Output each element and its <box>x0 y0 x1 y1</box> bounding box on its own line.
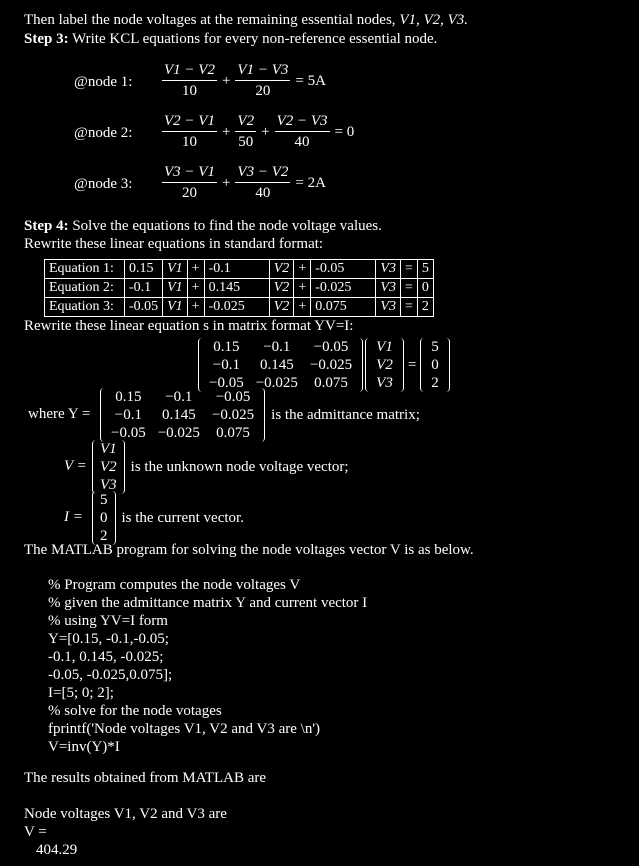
code-line: I=[5; 0; 2]; <box>48 685 114 701</box>
matrix-entry: −0.05 <box>313 339 349 355</box>
table-cell: -0.05 <box>311 260 376 279</box>
matlab-code <box>48 576 367 756</box>
node3-label: @node 3: <box>74 176 133 192</box>
table-cell: -0.1 <box>124 279 162 298</box>
matrix-entry: 2 <box>431 375 439 391</box>
table-row <box>45 279 434 298</box>
code-line: % solve for the node votages <box>48 703 222 719</box>
table-cell: + <box>187 279 204 298</box>
matrix-entry: V1 <box>376 339 393 355</box>
output-line-3: 404.29 <box>36 842 78 858</box>
table-cell: = <box>400 279 417 298</box>
matrix-entry: 0.075 <box>216 425 250 441</box>
v-definition: V1 V2 V3 is the unknown node voltage vector; <box>92 440 349 494</box>
matrix-entry: −0.05 <box>111 425 146 441</box>
table-cell: + <box>294 279 311 298</box>
matrix-entry: −0.025 <box>157 425 200 441</box>
table-cell: V3 <box>376 260 401 279</box>
table-cell: 2 <box>417 298 433 317</box>
matrix-entry: V2 <box>376 357 393 373</box>
table-cell: = <box>400 298 417 317</box>
matrix-entry: V3 <box>100 477 117 493</box>
vector-i-def <box>92 491 116 545</box>
table-cell: V1 <box>163 298 188 317</box>
matrix-entry: 0.145 <box>161 407 196 423</box>
output-line-1: Node voltages V1, V2 and V3 are <box>24 806 227 822</box>
code-line: % Program computes the node voltages V <box>48 577 301 593</box>
step3-line: Step 3: Write KCL equations for every non-reference essential node. <box>24 31 438 47</box>
table-cell: + <box>294 260 311 279</box>
matrix-equation: 0.15 −0.1 −0.05 −0.1 0.145 −0.025 −0.05 −0.025 0.075 V1 V2 V3 = 5 0 2 <box>198 338 450 392</box>
table-cell: 5 <box>417 260 433 279</box>
table-row <box>45 298 434 317</box>
table-cell: Equation 2: <box>45 279 125 298</box>
matrix-entry: −0.025 <box>211 407 255 423</box>
i-definition: 5 0 2 is the current vector. <box>92 491 244 545</box>
matrix-entry: V3 <box>376 375 393 391</box>
table-cell: V2 <box>269 279 294 298</box>
table-cell: V1 <box>163 279 188 298</box>
table-cell: -0.1 <box>204 260 269 279</box>
table-cell: = <box>400 260 417 279</box>
table-cell: + <box>187 298 204 317</box>
matrix-entry: −0.1 <box>263 339 291 355</box>
code-line: % using YV=I form <box>48 613 168 629</box>
table-cell: + <box>187 260 204 279</box>
table-cell: Equation 1: <box>45 260 125 279</box>
rewrite-matrix: Rewrite these linear equation s in matrix format YV=I: <box>24 318 354 334</box>
matrix-entry: 0 <box>100 510 108 526</box>
table-cell: 0.075 <box>311 298 376 317</box>
i-label: I = <box>64 509 83 525</box>
code-line: % given the admittance matrix Y and current vector I <box>48 595 368 611</box>
rewrite-standard: Rewrite these linear equations in standard format: <box>24 236 324 252</box>
table-cell: V1 <box>163 260 188 279</box>
results-text: The results obtained from MATLAB are <box>24 770 267 786</box>
vector-i <box>420 338 450 392</box>
matrix-entry: −0.025 <box>309 357 353 373</box>
table-cell: V2 <box>269 298 294 317</box>
matrix-entry: −0.05 <box>215 389 251 405</box>
node3-equation: $\frac{V3 - V1}{20}$ + $\frac{V3 - V2}{40}$ = 2A <box>164 164 326 201</box>
vector-v-def <box>92 440 125 494</box>
matrix-entry: −0.1 <box>212 357 240 373</box>
matrix-entry: V1 <box>100 441 117 457</box>
table-cell: 0.145 <box>204 279 269 298</box>
where-y-label: where Y = <box>28 406 91 422</box>
code-line: fprintf('Node voltages V1, V2 and V3 are \n') <box>48 721 321 737</box>
table-row <box>45 260 434 279</box>
equation-table <box>44 259 434 317</box>
intro-line: Then label the node voltages at the remaining essential nodes, V1, V2, V3. <box>24 12 469 28</box>
matrix-entry: 0.15 <box>115 389 142 405</box>
matrix-entry: 0.145 <box>259 357 294 373</box>
matrix-entry: −0.025 <box>255 375 298 391</box>
matrix-entry: 5 <box>100 492 108 508</box>
table-cell: -0.025 <box>204 298 269 317</box>
node2-label: @node 2: <box>74 125 133 141</box>
matrix-entry: 5 <box>431 339 439 355</box>
table-cell: 0 <box>417 279 433 298</box>
matrix-entry: −0.1 <box>165 389 193 405</box>
table-cell: V2 <box>269 260 294 279</box>
node1-label: @node 1: <box>74 74 133 90</box>
code-line: Y=[0.15, -0.1,-0.05; <box>48 631 169 647</box>
output-line-2: V = <box>24 824 47 840</box>
table-cell: -0.05 <box>124 298 162 317</box>
code-line: -0.05, -0.025,0.075]; <box>48 667 173 683</box>
table-cell: + <box>294 298 311 317</box>
code-line: -0.1, 0.145, -0.025; <box>48 649 164 665</box>
matrix-y-def <box>100 388 265 442</box>
matlab-intro: The MATLAB program for solving the node voltages vector V is as below. <box>24 542 474 558</box>
matrix-entry: −0.05 <box>209 375 244 391</box>
node2-equation: $\frac{V2 - V1}{10}$ + $\frac{V2}{50}$ + $\frac{V2 - V3}{40}$ = 0 <box>164 113 355 150</box>
table-cell: -0.025 <box>311 279 376 298</box>
table-cell: 0.15 <box>124 260 162 279</box>
matrix-entry: 2 <box>100 528 108 544</box>
matrix-entry: V2 <box>100 459 117 475</box>
step4-line: Step 4: Solve the equations to find the node voltage values. <box>24 218 382 234</box>
table-cell: V3 <box>376 279 401 298</box>
table-cell: Equation 3: <box>45 298 125 317</box>
vector-v <box>365 338 404 392</box>
matrix-entry: 0.15 <box>213 339 240 355</box>
matrix-y <box>198 338 363 392</box>
y-definition: 0.15 −0.1 −0.05 −0.1 0.145 −0.025 −0.05 −0.025 0.075 is the admittance matrix; <box>100 388 420 442</box>
code-line: V=inv(Y)*I <box>48 739 120 755</box>
matrix-entry: 0.075 <box>314 375 348 391</box>
node1-equation: $\frac{V1 - V2}{10}$ + $\frac{V1 - V3}{20}$ = 5A <box>164 62 326 99</box>
matrix-entry: 0 <box>431 357 439 373</box>
matrix-entry: −0.1 <box>114 407 142 423</box>
v-label: V = <box>64 458 87 474</box>
table-cell: V3 <box>376 298 401 317</box>
